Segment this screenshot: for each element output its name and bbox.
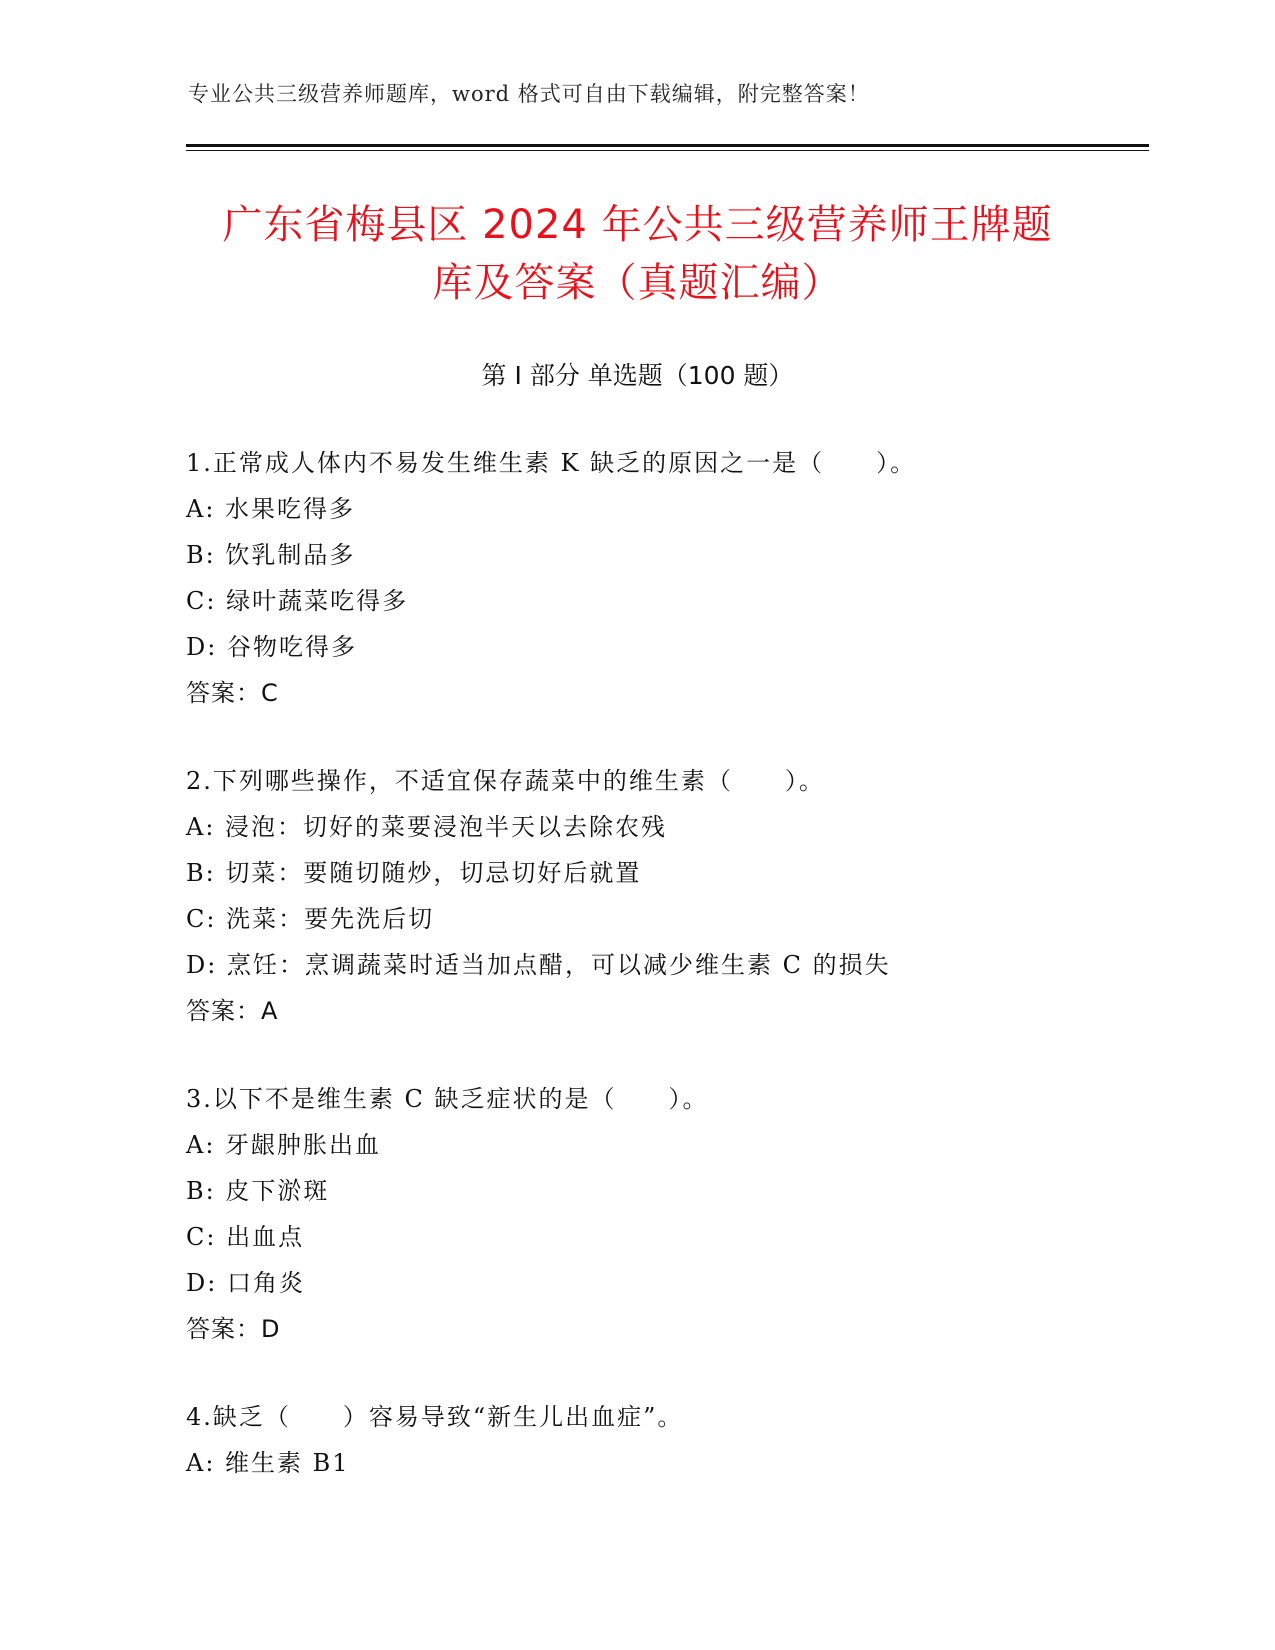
question-stem: 4.缺乏（ ）容易导致“新生儿出血症”。 — [186, 1403, 684, 1431]
option-d: D: 烹饪：烹调蔬菜时适当加点醋，可以减少维生素 C 的损失 — [186, 951, 891, 979]
option-a: A: 牙龈肿胀出血 — [186, 1131, 382, 1159]
header-rule-thick — [186, 144, 1149, 147]
document-title-line-1: 广东省梅县区 2024 年公共三级营养师王牌题 — [222, 202, 1053, 248]
option-b: B: 切菜：要随切随炒，切忌切好后就置 — [186, 859, 642, 887]
document-title-line-2: 库及答案（真题汇编） — [432, 260, 843, 306]
option-c: C: 洗菜：要先洗后切 — [186, 905, 435, 933]
option-b: B: 饮乳制品多 — [186, 541, 356, 569]
section-heading: 第 I 部分 单选题（100 题） — [481, 361, 794, 390]
option-a: A: 水果吃得多 — [186, 495, 356, 523]
header-note: 专业公共三级营养师题库，word 格式可自由下载编辑，附完整答案！ — [188, 82, 870, 106]
question-4 — [186, 1394, 1146, 1486]
document-title — [150, 196, 1125, 312]
answer-line: 答案：A — [186, 997, 279, 1025]
answer-line: 答案：C — [186, 679, 279, 707]
option-a: A: 浸泡：切好的菜要浸泡半天以去除农残 — [186, 813, 668, 841]
question-stem: 1.正常成人体内不易发生维生素 K 缺乏的原因之一是（ ）。 — [186, 449, 917, 477]
question-3 — [186, 1076, 1146, 1352]
question-list — [186, 440, 1146, 1528]
header-rule-thin — [186, 150, 1149, 151]
question-2 — [186, 758, 1146, 1034]
option-d: D: 口角炎 — [186, 1269, 305, 1297]
option-c: C: 出血点 — [186, 1223, 305, 1251]
question-1 — [186, 440, 1146, 716]
answer-line: 答案：D — [186, 1315, 281, 1343]
option-a: A: 维生素 B1 — [186, 1449, 350, 1477]
question-stem: 3.以下不是维生素 C 缺乏症状的是（ ）。 — [186, 1085, 709, 1113]
option-c: C: 绿叶蔬菜吃得多 — [186, 587, 409, 615]
option-b: B: 皮下淤斑 — [186, 1177, 330, 1205]
question-stem: 2.下列哪些操作，不适宜保存蔬菜中的维生素（ ）。 — [186, 767, 825, 795]
option-d: D: 谷物吃得多 — [186, 633, 357, 661]
